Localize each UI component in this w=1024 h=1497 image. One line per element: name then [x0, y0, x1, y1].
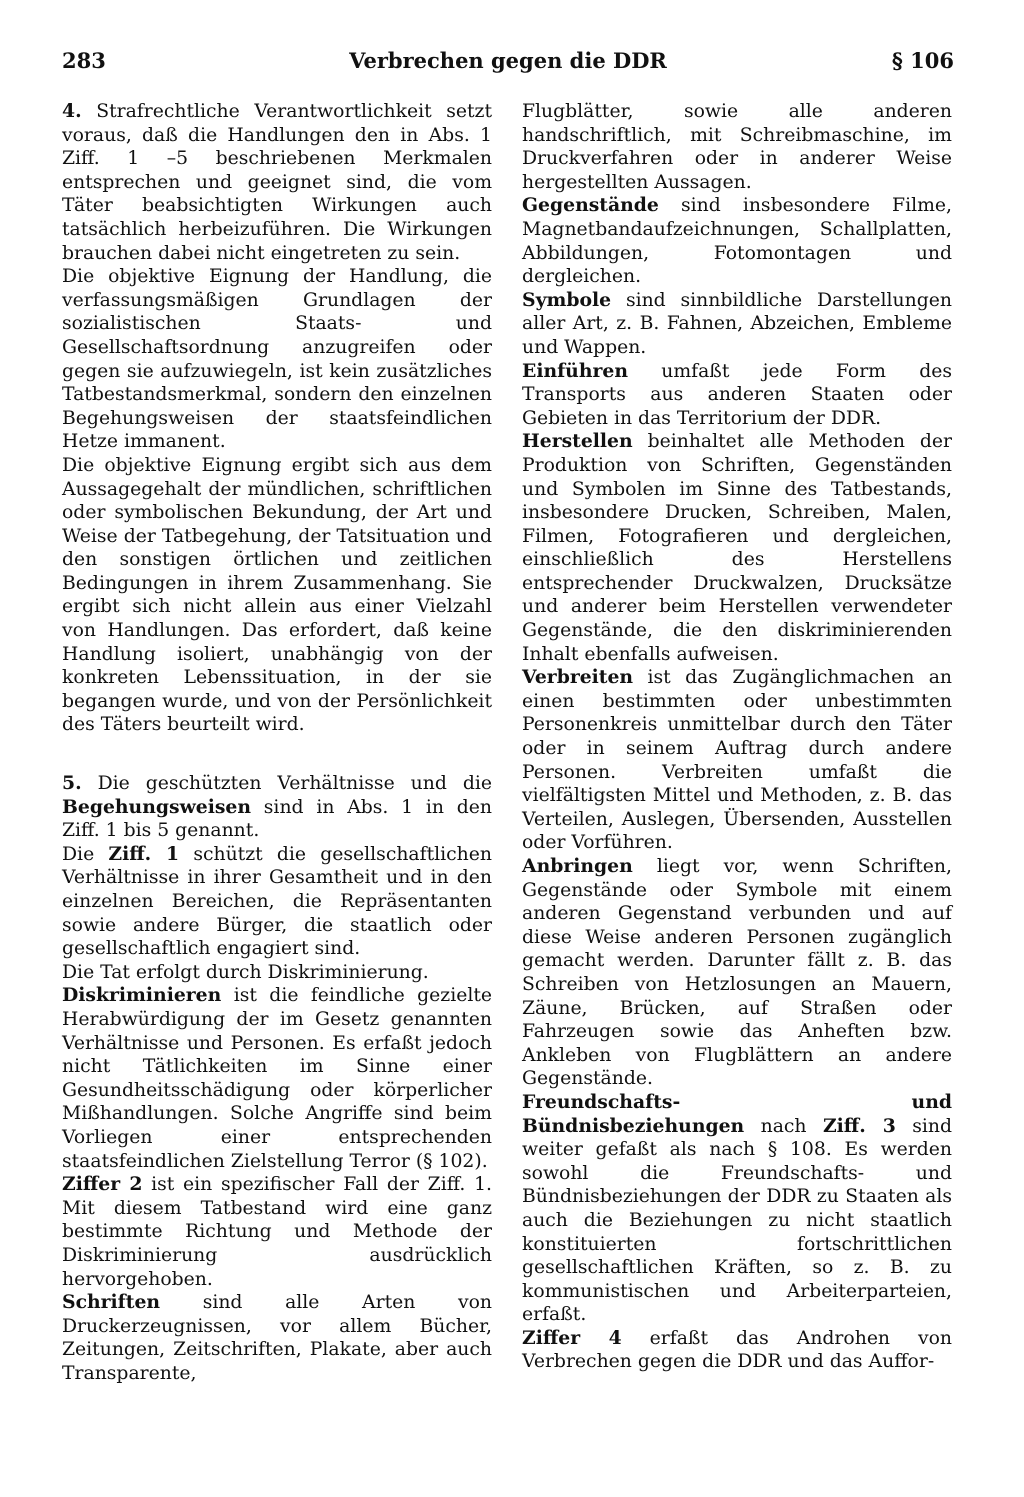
left-column	[62, 100, 492, 1385]
paragraph	[522, 360, 952, 431]
paragraph	[62, 1173, 492, 1291]
paragraph-text: beinhaltet alle Methoden der Produktion von Schriften, Gegenständen und Symbolen im Sinne des Tatbestands, insbesondere Drucken, Schreiben, Malen, Filmen, Fotografieren und dergleichen, einschließlich des Herstellens entsprechender Druckwalzen, Drucksätze und anderer beim Herstellen verwendeter Gegenstände, die den diskriminierenden Inhalt ebenfalls aufweisen.	[522, 431, 952, 665]
paragraph-text: schützt die gesellschaftlichen Verhältnisse in ihrer Gesamtheit und in den einzelnen Bereichen, die Repräsentanten sowie andere Bürger, die staatlich oder gesellschaftlich engagiert sind.	[62, 843, 492, 960]
section-number: § 106	[891, 48, 954, 73]
term: Ziff. 3	[822, 1114, 896, 1137]
paragraph-number: 4.	[62, 100, 82, 122]
paragraph-text: sind in Abs. 1 in den Ziff. 1 bis 5 genannt.	[62, 796, 492, 842]
paragraph-text: erfaßt das Androhen von Verbrechen gegen die DDR und das Auffor-	[522, 1327, 952, 1373]
paragraph-text: nach	[760, 1115, 807, 1137]
paragraph	[62, 843, 492, 961]
paragraph	[522, 194, 952, 288]
term: Begehungsweisen	[62, 795, 252, 818]
term: Symbole	[522, 288, 612, 311]
paragraph: Die Tat erfolgt durch Diskriminierung.	[62, 961, 429, 983]
paragraph	[522, 1091, 952, 1327]
paragraph-text: sind sinnbildliche Darstellungen aller Art, z. B. Fahnen, Abzeichen, Embleme und Wappen.	[522, 289, 952, 358]
paragraph-text: ist ein spezifischer Fall der Ziff. 1. Mit diesem Tatbestand wird eine ganz bestimmte Richtung und Methode der Diskriminierung ausdrücklich hervorgehoben.	[62, 1174, 492, 1290]
running-title: Verbrechen gegen die DDR	[349, 48, 667, 73]
term: Ziffer 2	[62, 1173, 143, 1196]
paragraph-text: sind weiter gefaßt als nach § 108. Es werden sowohl die Freundschafts- und Bündnisbeziehungen der DDR zu Staaten als auch die Beziehungen zu nicht staatlich konstituierten fortschrittlichen gesellschaftlichen Kräften, so z. B. zu kommunistischen und Arbeiterparteien, erfaßt.	[522, 1115, 952, 1326]
paragraph	[522, 289, 952, 360]
term: Freundschafts- und Bündnisbeziehungen	[522, 1090, 952, 1137]
right-column	[522, 100, 952, 1374]
paragraph-number: 5.	[62, 772, 82, 795]
paragraph-4	[62, 100, 492, 265]
paragraph	[62, 1291, 492, 1385]
paragraph	[62, 984, 492, 1173]
paragraph-text: Strafrechtliche Verantwortlichkeit setzt voraus, daß die Handlungen den in Abs. 1 Ziff. 1 –5 beschriebenen Merkmalen entsprechen und geeignet sind, die vom Täter beabsichtigten Wirkungen auch tatsächlich herbeizuführen. Die Wirkungen brauchen dabei nicht eingetreten zu sein.	[62, 101, 492, 264]
paragraph-5	[62, 772, 492, 843]
paragraph-text: umfaßt jede Form des Transports aus anderen Staaten oder Gebieten in das Territorium der DDR.	[522, 360, 952, 429]
paragraph-text: Die	[62, 843, 95, 865]
term: Verbreiten	[522, 666, 634, 689]
term: Ziffer 4	[522, 1326, 622, 1349]
paragraph: Flugblätter, sowie alle anderen handschriftlich, mit Schreibmaschine, im Druckverfahren oder in anderer Weise hergestellten Aussagen.	[522, 101, 952, 193]
term: Schriften	[62, 1291, 161, 1314]
paragraph-text: sind alle Arten von Druckerzeugnissen, vor allem Bücher, Zeitungen, Zeitschriften, Plakate, aber auch Transparente,	[62, 1292, 492, 1384]
paragraph-text: ist das Zugänglichmachen an einen bestimmten oder unbestimmten Personenkreis unmittelbar durch den Täter oder in seinem Auftrag durch andere Personen. Verbreiten umfaßt die vielfältigsten Mittel und Methoden, z. B. das Verteilen, Auslegen, Übersenden, Ausstellen oder Vorführen.	[522, 667, 952, 854]
paragraph	[522, 430, 952, 666]
paragraph-gap	[62, 737, 492, 772]
term: Gegenstände	[522, 194, 659, 217]
term: Einführen	[522, 359, 628, 382]
term: Herstellen	[522, 430, 633, 453]
term: Diskriminieren	[62, 984, 222, 1007]
paragraph: Die objektive Eignung ergibt sich aus dem Aussagegehalt der mündlichen, schriftlichen oder symbolischen Bekundung, der Art und Weise der Tatbegehung, der Tatsituation und den sonstigen örtlichen und zeitlichen Bedingungen in ihrem Zusammenhang. Sie ergibt sich nicht allein aus einer Vielzahl von Handlungen. Das erfordert, daß keine Handlung isoliert, unabhängig von der konkreten Lebenssituation, in der sie begangen wurde, und von der Persönlichkeit des Täters beurteilt wird.	[62, 454, 492, 736]
page-number: 283	[62, 48, 106, 73]
paragraph: Die objektive Eignung der Handlung, die verfassungsmäßigen Grundlagen der sozialistischen Staats- und Gesellschaftsordnung anzugreifen oder gegen sie aufzuwiegeln, ist kein zusätzliches Tatbestandsmerkmal, sondern den einzelnen Begehungsweisen der staatsfeindlichen Hetze immanent.	[62, 266, 492, 453]
paragraph	[522, 855, 952, 1091]
paragraph-text: liegt vor, wenn Schriften, Gegenstände oder Symbole mit einem anderen Gegenstand verbunden und auf diese Weise anderen Personen zugänglich gemacht werden. Darunter fällt z. B. das Schreiben von Hetzlosungen an Mauern, Zäune, Brücken, auf Straßen oder Fahrzeugen sowie das Anheften bzw. Ankleben von Flugblättern an andere Gegenstände.	[522, 856, 952, 1090]
paragraph	[522, 666, 952, 855]
page-header	[62, 48, 954, 84]
paragraph-text: Die geschützten Verhältnisse und die	[97, 773, 492, 795]
paragraph-text: ist die feindliche gezielte Herabwürdigung der im Gesetz genannten Verhältnisse und Personen. Es erfaßt jedoch nicht Tätlichkeiten im Sinne einer Gesundheitsschädigung oder körperlicher Mißhandlungen. Solche Angriffe sind beim Vorliegen einer entsprechenden staatsfeindlichen Zielstellung Terror (§ 102).	[62, 985, 492, 1172]
paragraph	[522, 1327, 952, 1374]
term: Ziff. 1	[108, 842, 180, 865]
term: Anbringen	[522, 855, 633, 877]
paragraph-text: sind insbesondere Filme, Magnetbandaufzeichnungen, Schallplatten, Abbildungen, Fotomontagen und dergleichen.	[522, 195, 952, 288]
